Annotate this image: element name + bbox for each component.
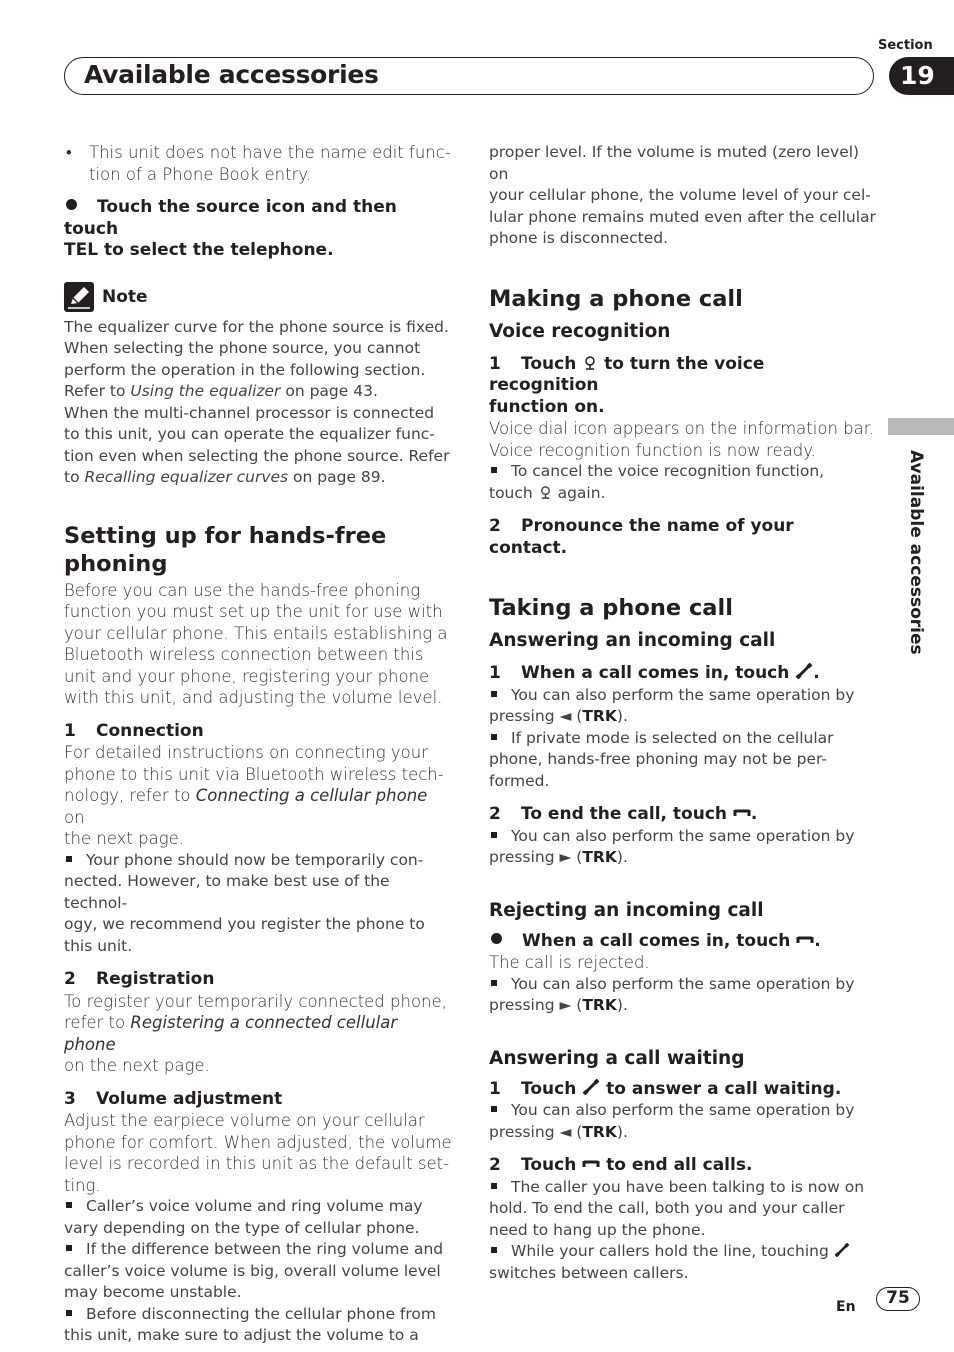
step-answer: 1 When a call comes in, touch . [489, 663, 820, 683]
square-bullet-icon [491, 1247, 497, 1253]
square-bullet-icon [491, 1183, 497, 1189]
link-recalling-equalizer: Recalling equalizer curves [84, 468, 289, 486]
note-body: The equalizer curve for the phone source is fixed. When selecting the phone source, you cannot perform the operation in the following section. Refer to Using the equalizer on page 43. When the multi-channel processor is connected to this unit, you can operate the equalizer func- tion even when selecting the phone source. Refer to Recalling equalizer curves on page 89. [64, 317, 450, 486]
square-bullet-icon [491, 467, 497, 473]
taking-call-heading: Taking a phone call [489, 595, 733, 621]
hangup-phone-icon [733, 804, 751, 824]
step-connection-body: For detailed instructions on connecting your phone to this unit via Bluetooth wireless tech- nology, refer to Connecting a cellular phone on the next page. [64, 743, 444, 848]
voice-recognition-icon [538, 484, 553, 502]
reject-note: You can also perform the same operation by pressing ► (TRK). [489, 974, 855, 1014]
left-column [64, 142, 452, 1347]
rejecting-heading: Rejecting an incoming call [489, 899, 764, 921]
answer-phone-icon [795, 663, 813, 683]
square-bullet-icon [491, 980, 497, 986]
step-registration: 2 Registration [64, 969, 215, 989]
hangup-phone-icon [582, 1155, 600, 1175]
link-using-equalizer: Using the equalizer [130, 382, 281, 400]
right-column [489, 142, 877, 1284]
step-volume: 3 Volume adjustment [64, 1088, 283, 1109]
answer-phone-icon [582, 1079, 600, 1099]
note-header [64, 282, 452, 312]
bullet-dot-icon [66, 199, 77, 210]
section-label: Section [878, 38, 933, 53]
answer-notes: You can also perform the same operation by pressing ◄ (TRK). If private mode is selected on the cellular phone, hands-free phoning may not be per- formed. [489, 685, 855, 790]
square-bullet-icon [491, 734, 497, 740]
voice-on-body: Voice dial icon appears on the information bar. Voice recognition function is now ready. [489, 419, 875, 460]
square-bullet-icon [491, 1106, 497, 1112]
step-voice-on: 1 Touch to turn the voice recognition function on. [489, 353, 765, 417]
side-tab-bar [888, 418, 954, 435]
bullet-name-edit: • This unit does not have the name edit func- tion of a Phone Book entry. [66, 143, 451, 184]
note-label: Note [102, 286, 148, 307]
page-title: Available accessories [84, 60, 379, 89]
square-bullet-icon [66, 1245, 72, 1251]
square-bullet-icon [491, 691, 497, 697]
step-end-all: 2 Touch to end all calls. [489, 1155, 753, 1175]
step-registration-body: To register your temporarily connected phone, refer to Registering a connected cellular phone on the next page. [64, 991, 447, 1075]
step-volume-notes: Caller’s voice volume and ring volume may vary depending on the type of cellular phone. If the difference between the ring volume and caller’s voice volume is big, overall volume level may become unstable. Before disconnecting the cellular phone from this unit, make sure to adjust the volume to a [64, 1197, 444, 1344]
square-bullet-icon [66, 1202, 72, 1208]
voice-recognition-heading: Voice recognition [489, 320, 671, 342]
setup-heading: Setting up for hands-free phoning [64, 522, 387, 577]
link-registering-phone: Registering a connected cellular phone [64, 1013, 398, 1054]
reject-body: The call is rejected. [489, 953, 650, 972]
step-reject: When a call comes in, touch . [489, 931, 877, 953]
step-end-call: 2 To end the call, touch . [489, 804, 758, 824]
bullet-dot-icon [491, 933, 502, 944]
step-connection: 1 Connection [64, 720, 204, 741]
page-number: 75 [876, 1287, 920, 1311]
section-number: 19 [889, 57, 954, 95]
side-tab-label: Available accessories [906, 450, 926, 655]
link-connecting-phone: Connecting a cellular phone [195, 786, 428, 805]
end-all-notes: The caller you have been talking to is now on hold. To end the call, both you and your caller need to hang up the phone. While your callers hold the line, touching switches between callers. [489, 1177, 865, 1282]
step-connection-note: Your phone should now be temporarily con- nected. However, to make best use of the technol- ogy, we recommend you register the phone to this unit. [64, 850, 425, 955]
answer-waiting-note: You can also perform the same operation by pressing ◄ (TRK). [489, 1101, 855, 1141]
answer-phone-icon [834, 1242, 850, 1260]
instruction-select-tel: Touch the source icon and then touch TEL to select the telephone. [64, 197, 397, 260]
voice-cancel-note: To cancel the voice recognition function, touch again. [489, 462, 825, 502]
language-code: En [836, 1299, 856, 1315]
voice-recognition-icon [582, 354, 598, 374]
answering-heading: Answering an incoming call [489, 630, 776, 651]
end-call-note: You can also perform the same operation by pressing ► (TRK). [489, 826, 855, 866]
making-call-heading: Making a phone call [489, 285, 743, 312]
volume-note-continued: proper level. If the volume is muted (zero level) on your cellular phone, the volume level of your cel- lular phone remains muted even after the cellular phone is disconnected. [489, 143, 876, 247]
call-waiting-heading: Answering a call waiting [489, 1047, 745, 1069]
pencil-note-icon [64, 282, 94, 312]
square-bullet-icon [66, 1310, 72, 1316]
step-answer-waiting: 1 Touch to answer a call waiting. [489, 1078, 842, 1099]
setup-intro: Before you can use the hands-free phoning function you must set up the unit for use with your cellular phone. This entails establishing a Bluetooth wireless connection between this unit and your phone, registering your phone with this unit, and adjusting the volume level. [64, 580, 448, 707]
step-volume-body: Adjust the earpiece volume on your cellular phone for comfort. When adjusted, the volume level is recorded in this unit as the default set- ting. [64, 1111, 452, 1195]
step-pronounce: 2 Pronounce the name of your contact. [489, 516, 794, 558]
square-bullet-icon [491, 832, 497, 838]
hangup-phone-icon [796, 931, 814, 951]
square-bullet-icon [66, 856, 72, 862]
